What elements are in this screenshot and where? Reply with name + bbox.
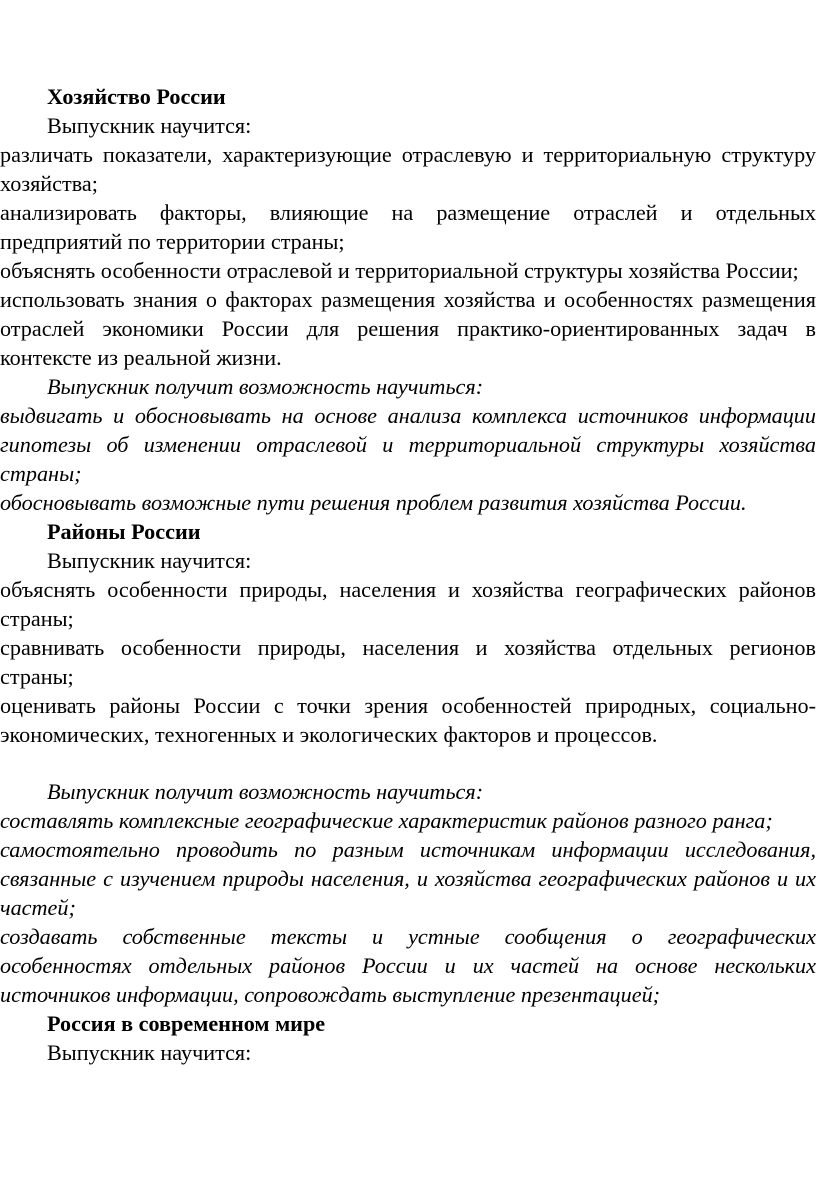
paragraph-gap	[0, 749, 816, 777]
list-item: выдвигать и обосновывать на основе анализа комплекса источников информации гипотезы об изменении отраслевой и территориальной структуры хозяйства страны;	[0, 403, 816, 486]
document-page	[0, 82, 816, 1067]
list-item: самостоятельно проводить по разным источникам информации исследования, связанные с изучением природы населения, и хозяйства географических районов и их частей;	[0, 837, 816, 920]
learns-intro: Выпускник научится:	[47, 1040, 252, 1065]
list-item: использовать знания о факторах размещения хозяйства и особенностях размещения отраслей экономики России для решения практико-ориентированных задач в контексте из реальной жизни.	[0, 287, 816, 370]
list-item: анализировать факторы, влияющие на размещение отраслей и отдельных предприятий по территории страны;	[0, 200, 816, 254]
list-item: создавать собственные тексты и устные сообщения о географических особенностях отдельных районов России и их частей на основе нескольких источников информации, сопровождать выступление презентацией;	[0, 924, 816, 1007]
opportunity-intro: Выпускник получит возможность научиться:	[47, 779, 484, 804]
list-item: сравнивать особенности природы, населения и хозяйства отдельных регионов страны;	[0, 635, 816, 689]
section-title-russia-world: Россия в современном мире	[47, 1011, 326, 1036]
opportunity-intro: Выпускник получит возможность научиться:	[47, 374, 484, 399]
list-item: оценивать районы России с точки зрения особенностей природных, социально-экономических, техногенных и экологических факторов и процессов.	[0, 693, 816, 747]
list-item: составлять комплексные географические характеристик районов разного ранга;	[0, 808, 773, 833]
list-item: объяснять особенности природы, населения и хозяйства географических районов страны;	[0, 577, 816, 631]
learns-intro: Выпускник научится:	[47, 113, 252, 138]
list-item: различать показатели, характеризующие отраслевую и территориальную структуру хозяйства;	[0, 142, 816, 196]
section-title-economy: Хозяйство России	[47, 84, 226, 109]
list-item: объяснять особенности отраслевой и территориальной структуры хозяйства России;	[0, 258, 799, 283]
list-item: обосновывать возможные пути решения проблем развития хозяйства России.	[0, 490, 747, 515]
learns-intro: Выпускник научится:	[47, 548, 252, 573]
section-title-regions: Районы России	[47, 519, 201, 544]
